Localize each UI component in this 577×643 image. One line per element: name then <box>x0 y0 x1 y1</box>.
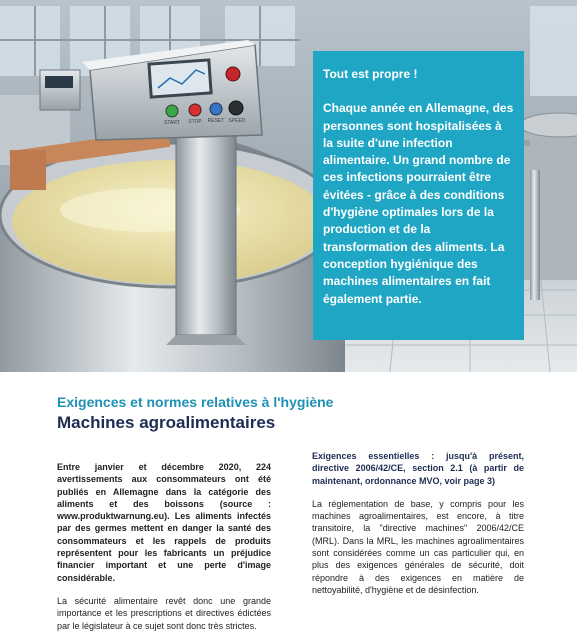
hygiene-callout-box <box>313 51 524 340</box>
article-right-column <box>312 450 524 607</box>
machine-button-label-stop: STOP <box>188 119 202 125</box>
article-kicker: Exigences et normes relatives à l'hygiène <box>57 394 334 410</box>
article-left-column <box>57 461 271 643</box>
machine-button-label-start: START <box>164 120 180 126</box>
machine-button-label-reset: RESET <box>207 118 225 124</box>
left-paragraph-2: La sécurité alimentaire revêt donc une grande importance et les prescriptions et directives édictées par le législateur à ce sujet sont donc très strictes. <box>57 595 271 631</box>
callout-title: Tout est propre ! <box>323 67 418 81</box>
article-headline: Machines agroalimentaires <box>57 413 276 432</box>
right-paragraph-1: Exigences essentielles : jusqu'à présent, directive 2006/42/CE, section 2.1 (à partir de maintenant, ordonnance MVO, voir page 3) <box>312 451 524 486</box>
right-paragraph-2: La réglementation de base, y compris pour les machines agroalimentaires, est encore, à titre transitoire, la "directive machines" 2006/42/CE (MRL). Dans la MRL, les machines agroalimentaires sont considérées comme un cas particulier qui, en plus des exigences générales de sécurité, doit répondre à des exigences en matière de nettoyabilité, d'hygiène et de désinfection. <box>312 498 524 595</box>
callout-body: Chaque année en Allemagne, des personnes sont hospitalisées à la suite d'une infection alimentaire. Un grand nombre de ces infections pourraient être évitées - grâce à des conditions d'hygiène optimales lors de la production et de la transformation des aliments. La conception hygiénique des machines alimentaires en fait également partie. <box>323 101 514 306</box>
left-paragraph-1: Entre janvier et décembre 2020, 224 avertissements aux consommateurs ont été publiés en Allemagne dans la catégorie des aliments et des boissons (source : www.produktwarnung.eu). Les aliments infectés par des germes mettent en danger la santé des consommateurs et les rappels de produits représentent pour les fabricants un préjudice financier important et une perte d'image considérable. <box>57 462 271 583</box>
machine-button-label-speed: SPEED <box>228 118 246 124</box>
